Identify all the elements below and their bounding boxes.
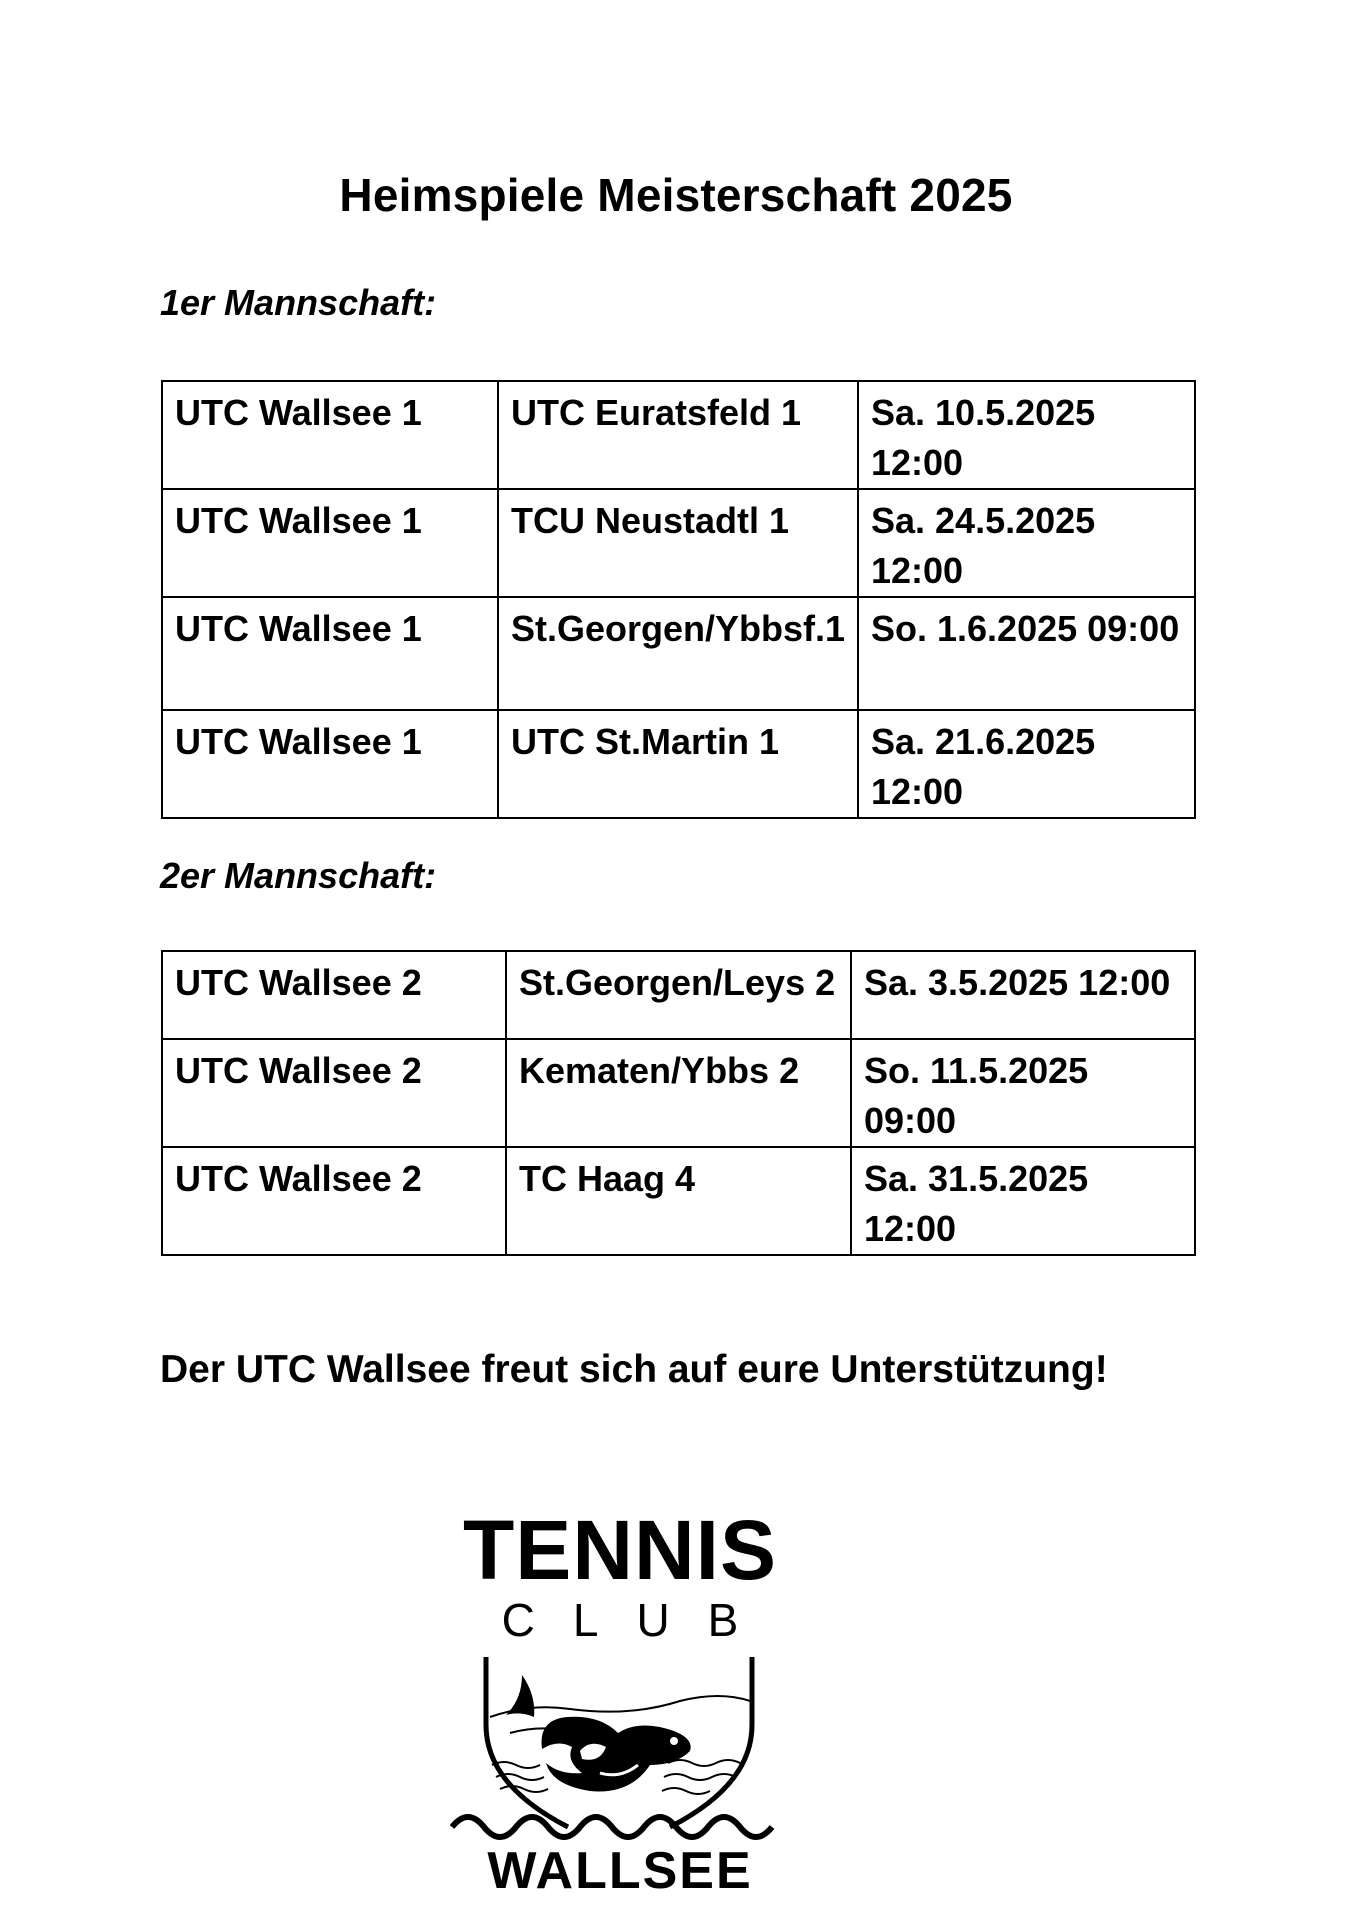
home-team-cell: UTC Wallsee 1: [162, 597, 498, 710]
away-team-cell: St.Georgen/Leys 2: [506, 951, 851, 1039]
home-team-cell: UTC Wallsee 2: [162, 1147, 506, 1255]
home-team-cell: UTC Wallsee 1: [162, 710, 498, 818]
date-cell: Sa. 10.5.2025 12:00: [858, 381, 1195, 489]
home-team-cell: UTC Wallsee 1: [162, 489, 498, 597]
date-cell: Sa. 3.5.2025 12:00: [851, 951, 1195, 1039]
away-team-cell: UTC St.Martin 1: [498, 710, 858, 818]
table-row: [162, 1039, 1195, 1147]
team1-schedule-table: [161, 380, 1196, 819]
club-logo: [450, 1505, 790, 1905]
date-cell: So. 1.6.2025 09:00: [858, 597, 1195, 710]
date-cell: Sa. 31.5.2025 12:00: [851, 1147, 1195, 1255]
logo-tennis-text: TENNIS: [462, 1503, 778, 1597]
away-team-cell: St.Georgen/Ybbsf.1: [498, 597, 858, 710]
table-row: [162, 951, 1195, 1039]
away-team-cell: UTC Euratsfeld 1: [498, 381, 858, 489]
logo-club-text: CLUB: [501, 1594, 777, 1646]
table-row: [162, 597, 1195, 710]
page-title: Heimspiele Meisterschaft 2025: [339, 169, 1013, 221]
away-team-cell: TC Haag 4: [506, 1147, 851, 1255]
support-message: Der UTC Wallsee freut sich auf eure Unterstützung!: [160, 1348, 1108, 1391]
home-team-cell: UTC Wallsee 2: [162, 1039, 506, 1147]
date-cell: Sa. 21.6.2025 12:00: [858, 710, 1195, 818]
home-team-cell: UTC Wallsee 1: [162, 381, 498, 489]
table-row: [162, 489, 1195, 597]
table-row: [162, 381, 1195, 489]
away-team-cell: TCU Neustadtl 1: [498, 489, 858, 597]
logo-wallsee-text: WALLSEE: [487, 1842, 753, 1900]
team2-heading: 2er Mannschaft:: [160, 855, 437, 896]
table-row: [162, 1147, 1195, 1255]
date-cell: So. 11.5.2025 09:00: [851, 1039, 1195, 1147]
home-team-cell: UTC Wallsee 2: [162, 951, 506, 1039]
team1-heading: 1er Mannschaft:: [160, 282, 437, 323]
table-row: [162, 710, 1195, 818]
fish-wave-emblem-icon: [450, 1655, 790, 1841]
date-cell: Sa. 24.5.2025 12:00: [858, 489, 1195, 597]
team2-schedule-table: [161, 950, 1196, 1256]
away-team-cell: Kematen/Ybbs 2: [506, 1039, 851, 1147]
